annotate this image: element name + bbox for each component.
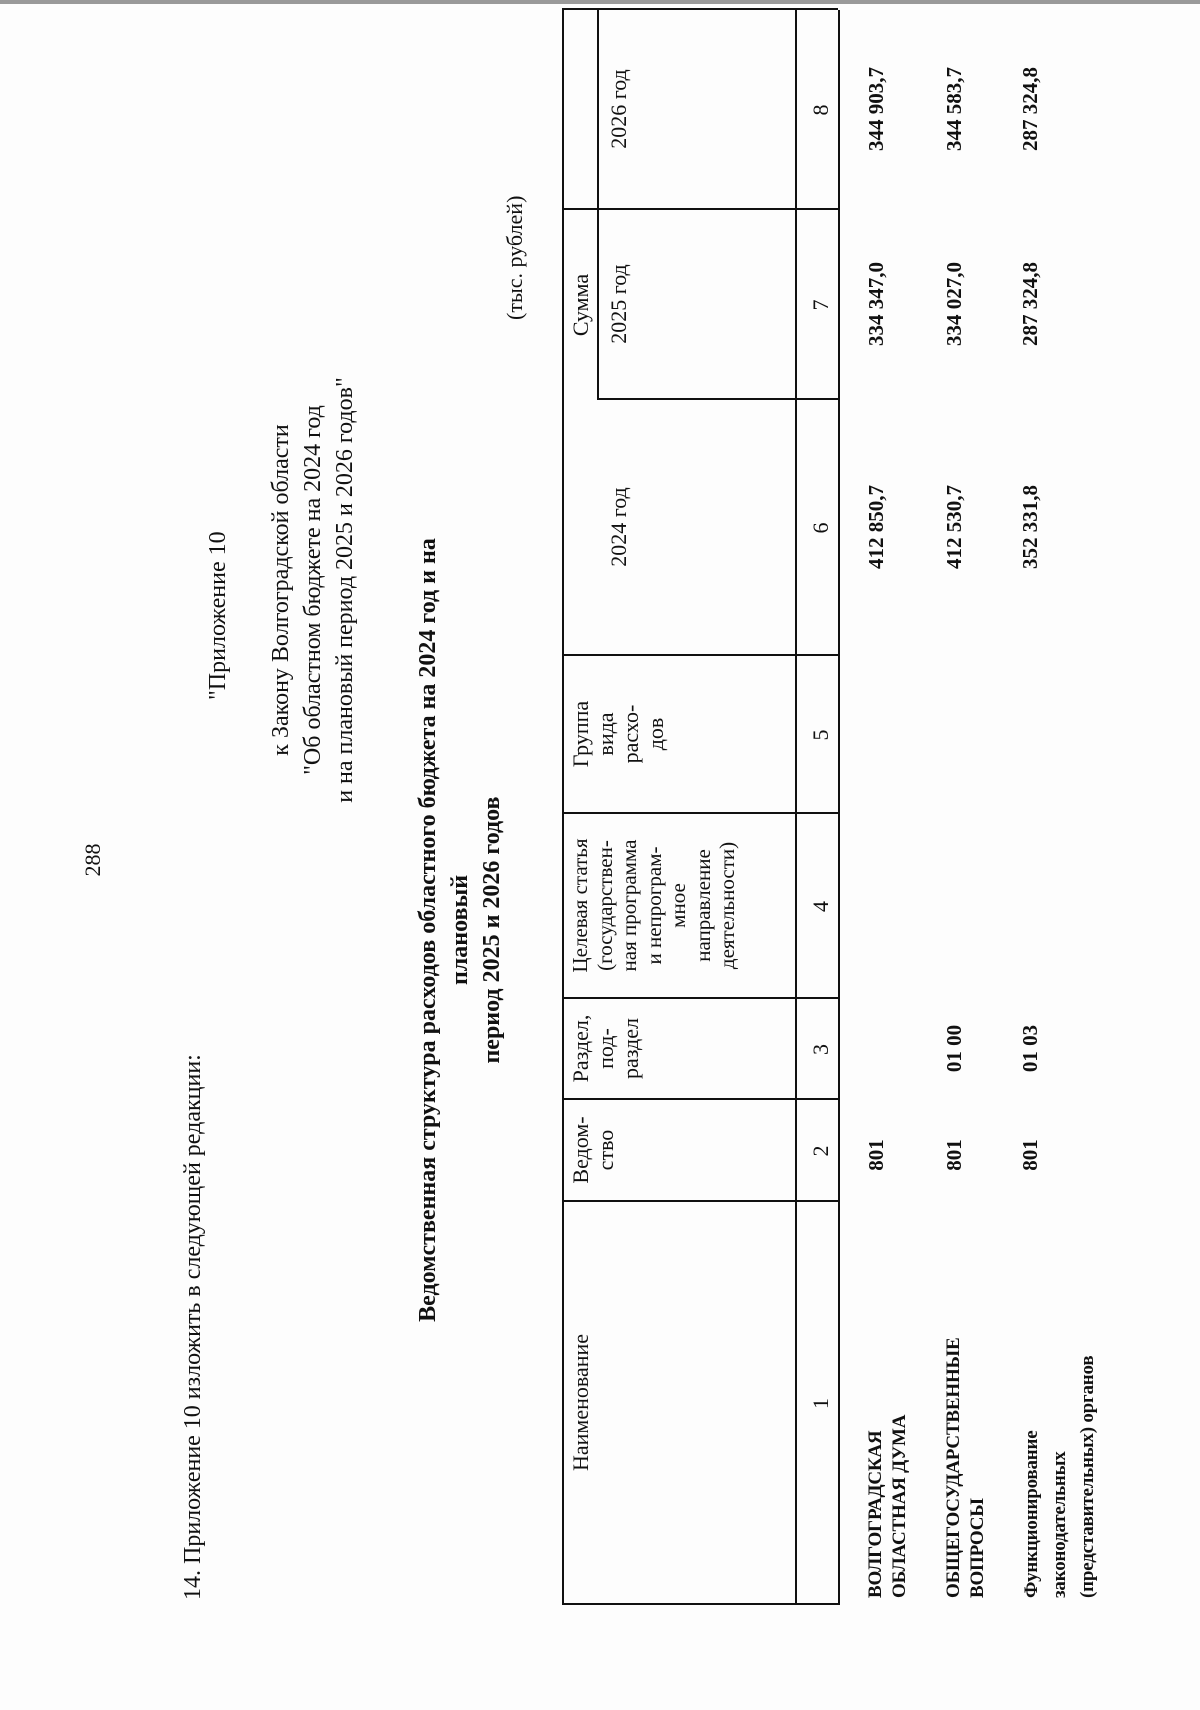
- row-section: 01 00: [942, 1024, 966, 1073]
- page-number: 288: [80, 843, 105, 877]
- header-name: Наименование: [568, 1333, 593, 1472]
- row-2026: 287 324,8: [1018, 67, 1042, 151]
- header-section: Раздел, под- раздел: [568, 1014, 643, 1083]
- header-target: Целевая статья (государствен- ная программа и непрограм- мное направление деятельности): [568, 838, 739, 973]
- document-title-line: Ведомственная структура расходов областного бюджета на 2024 год и на плановый: [415, 538, 473, 1322]
- row-name: ОБЩЕГОСУДАРСТВЕННЫЕ ВОПРОСЫ: [943, 1337, 988, 1598]
- col-border: [562, 209, 838, 211]
- row-2024: 412 530,7: [942, 485, 966, 569]
- intro-text: 14. Приложение 10 изложить в следующей редакции:: [180, 1054, 206, 1600]
- row-name: ВОЛГОГРАДСКАЯ ОБЛАСТНАЯ ДУМА: [865, 1414, 910, 1598]
- header-group: Группа вида расхо- дов: [568, 700, 668, 768]
- table-top-border: [562, 10, 564, 1605]
- appendix-reference: [265, 230, 361, 950]
- column-number: 6: [808, 522, 833, 534]
- row-department: 801: [942, 1139, 966, 1171]
- column-number: 2: [808, 1145, 833, 1157]
- header-2025: 2025 год: [606, 264, 631, 344]
- col-border: [562, 1604, 838, 1606]
- sum-subheader-line: [597, 10, 599, 400]
- column-number: 8: [808, 104, 833, 116]
- document-title-line: период 2025 и 2026 годов: [479, 796, 505, 1064]
- row-department: 801: [864, 1139, 888, 1171]
- column-number: 1: [808, 1398, 833, 1409]
- row-2026: 344 583,7: [942, 67, 966, 151]
- row-2025: 334 027,0: [942, 262, 966, 346]
- row-2025: 334 347,0: [864, 262, 888, 346]
- header-bottom-line: [795, 10, 797, 1605]
- row-section: 01 03: [1018, 1024, 1042, 1073]
- column-number-line: [838, 10, 840, 1605]
- row-2024: 412 850,7: [864, 485, 888, 569]
- header-sum: Сумма: [568, 273, 593, 337]
- units-label: (тыс. рублей): [502, 195, 527, 320]
- header-2024: 2024 год: [606, 487, 631, 567]
- row-2026: 344 903,7: [864, 67, 888, 151]
- appendix-line: "Об областном бюджете на 2024 год: [300, 405, 326, 775]
- column-number: 4: [808, 901, 833, 912]
- header-2026: 2026 год: [606, 69, 631, 149]
- row-2024: 352 331,8: [1018, 485, 1042, 569]
- header-department: Ведом- ство: [568, 1116, 618, 1184]
- appendix-title: "Приложение 10: [205, 531, 231, 700]
- column-number: 5: [808, 729, 833, 741]
- col-border: [597, 399, 838, 401]
- col-border: [562, 1201, 838, 1203]
- document-title: [412, 530, 508, 1330]
- row-2025: 287 324,8: [1018, 262, 1042, 346]
- row-name: Функционирование законодательных (представительных) органов: [1021, 1355, 1098, 1598]
- row-department: 801: [1018, 1139, 1042, 1171]
- appendix-line: к Закону Волгоградской области: [268, 424, 294, 756]
- column-number: 3: [808, 1044, 833, 1055]
- col-border: [562, 9, 838, 11]
- appendix-line: и на плановый период 2025 и 2026 годов": [332, 377, 358, 803]
- column-number: 7: [808, 299, 833, 311]
